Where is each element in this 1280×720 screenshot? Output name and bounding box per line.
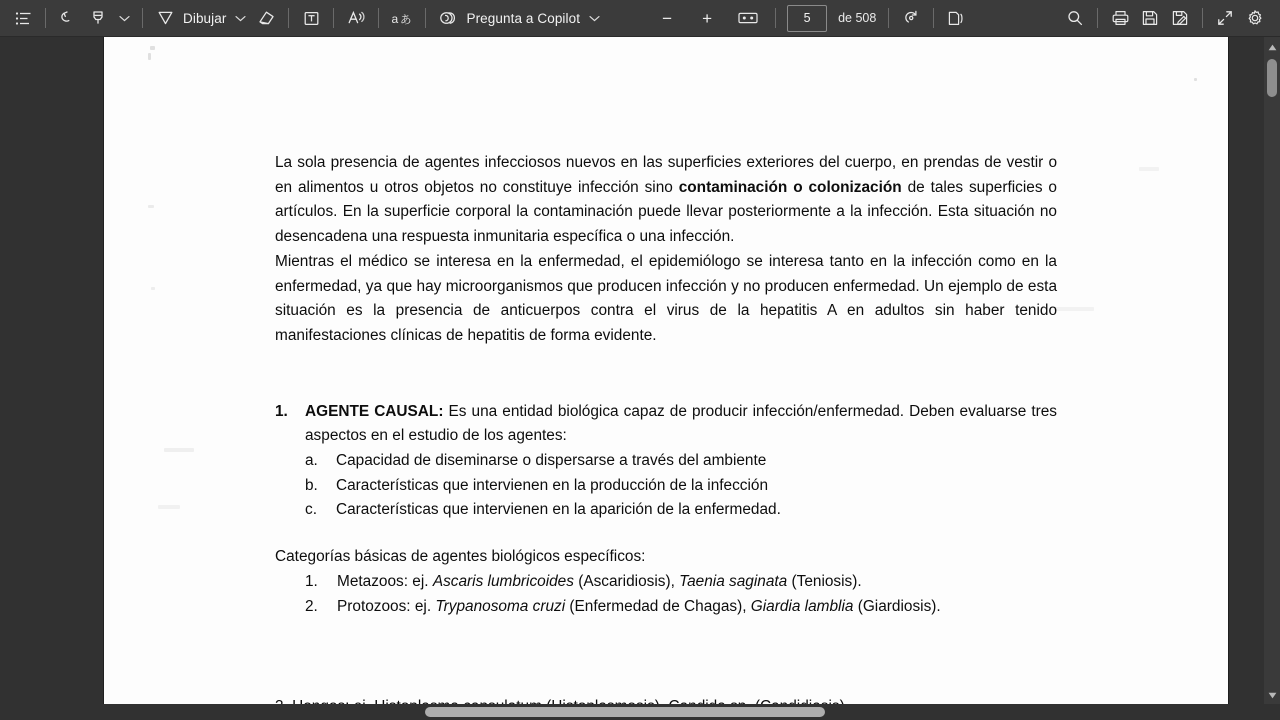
toolbar-left-group bbox=[0, 3, 605, 33]
translate-button[interactable] bbox=[386, 3, 418, 33]
print-button[interactable] bbox=[1105, 3, 1135, 33]
toolbar-right-group bbox=[1060, 3, 1280, 33]
toolbar-divider bbox=[333, 8, 334, 28]
category-lead: Protozoos: ej. bbox=[337, 597, 436, 615]
draw-tool-label: Dibujar bbox=[183, 10, 227, 26]
spacer bbox=[275, 523, 1057, 545]
paragraph-1-part-1: La sola presencia de agentes infecciosos nuevos en las superficies exteriores del cuerpo, en prendas de vestir o en alimentos u otros objetos no constituye infección sino bbox=[275, 154, 1057, 196]
save-as-icon bbox=[1171, 9, 1189, 27]
toolbar-divider bbox=[45, 8, 46, 28]
highlighter-button[interactable] bbox=[83, 3, 113, 33]
scan-speckle bbox=[1194, 78, 1197, 81]
list-item-title: AGENTE CAUSAL: bbox=[305, 402, 444, 420]
read-aloud-icon bbox=[347, 9, 366, 27]
rotate-icon bbox=[902, 9, 920, 27]
search-icon bbox=[1066, 9, 1084, 27]
zoom-out-button[interactable]: − bbox=[662, 8, 673, 28]
species-name: Taenia saginata bbox=[679, 572, 788, 590]
draw-options-chevron[interactable] bbox=[229, 4, 251, 32]
scan-speckle bbox=[158, 505, 180, 509]
vertical-scrollbar[interactable] bbox=[1264, 37, 1280, 704]
list-marker: 1. bbox=[275, 402, 288, 420]
pdf-viewer-toolbar bbox=[0, 0, 1280, 37]
category-marker: 1. bbox=[305, 572, 318, 590]
sub-list-marker: c. bbox=[305, 501, 317, 519]
copilot-icon bbox=[438, 9, 458, 27]
category-item bbox=[305, 595, 1057, 620]
toolbar-divider bbox=[1097, 8, 1098, 28]
copilot-label: Pregunta a Copilot bbox=[466, 10, 581, 26]
svg-text:あ: あ bbox=[400, 12, 412, 26]
list-item-text: Es una entidad biológica capaz de producir infección/enfermedad. Deben evaluarse tres aspectos en el estudio de los agentes: bbox=[305, 402, 1057, 445]
toolbar-divider bbox=[775, 8, 776, 28]
category-text bbox=[337, 570, 1057, 595]
eraser-button[interactable] bbox=[251, 3, 281, 33]
translate-icon bbox=[391, 10, 413, 27]
fit-page-icon bbox=[738, 11, 758, 25]
highlighter-options-chevron[interactable] bbox=[113, 4, 135, 32]
scan-speckle bbox=[1054, 307, 1094, 311]
toolbar-divider bbox=[1202, 8, 1203, 28]
document-page bbox=[104, 37, 1228, 720]
toolbar-zoom-page-group bbox=[653, 3, 971, 33]
sub-list-item bbox=[305, 474, 1057, 499]
pen-draw-icon bbox=[156, 9, 175, 27]
sub-list-marker: b. bbox=[305, 476, 318, 494]
species-name: Giardia lamblia bbox=[750, 597, 854, 615]
save-icon bbox=[1141, 9, 1159, 27]
category-marker: 2. bbox=[305, 597, 318, 615]
page-view-icon bbox=[947, 10, 965, 27]
highlighter-icon bbox=[89, 9, 107, 27]
category-text bbox=[337, 595, 1057, 620]
list-outline-icon bbox=[15, 11, 32, 26]
scan-speckle bbox=[164, 448, 194, 452]
scan-speckle bbox=[150, 46, 155, 50]
category-tail: (Giardiosis). bbox=[853, 597, 941, 615]
copilot-button[interactable] bbox=[433, 3, 463, 33]
scan-speckle bbox=[148, 205, 154, 208]
vertical-scrollbar-thumb[interactable] bbox=[1267, 59, 1277, 97]
page-total-label: de 508 bbox=[838, 11, 877, 25]
toolbar-divider bbox=[288, 8, 289, 28]
paragraph-1 bbox=[275, 151, 1057, 250]
category-mid: (Ascaridiosis), bbox=[573, 572, 680, 590]
toolbar-divider bbox=[378, 8, 379, 28]
page-number-input[interactable]: 5 bbox=[787, 5, 827, 32]
spacer bbox=[275, 349, 1057, 400]
draw-tool-button[interactable] bbox=[150, 3, 180, 33]
outline-toggle-button[interactable] bbox=[8, 3, 38, 33]
list-item-agente-causal bbox=[275, 400, 1057, 449]
sub-list bbox=[305, 449, 1057, 523]
sub-list-marker: a. bbox=[305, 452, 318, 470]
scroll-down-button[interactable] bbox=[1264, 688, 1280, 702]
gear-icon bbox=[1246, 9, 1264, 27]
save-as-button[interactable] bbox=[1165, 3, 1195, 33]
search-button[interactable] bbox=[1060, 3, 1090, 33]
toolbar-divider bbox=[888, 8, 889, 28]
toolbar-divider bbox=[425, 8, 426, 28]
paragraph-2: Mientras el médico se interesa en la enfermedad, el epidemiólogo se interesa tanto en la infección como en la enfermedad, ya que hay microorganismos que producen infección y no producen enfermedad. Un ejemplo de esta situación es la presencia de anticuerpos contra el virus de la hepatitis A en adultos sin haber tenido manifestaciones clínicas de hepatitis de forma evidente. bbox=[275, 252, 1057, 344]
read-aloud-button[interactable] bbox=[341, 3, 371, 33]
species-name: Trypanosoma cruzi bbox=[435, 597, 566, 615]
toolbar-divider bbox=[142, 8, 143, 28]
categories-heading: Categorías básicas de agentes biológicos específicos: bbox=[275, 548, 646, 566]
scroll-up-button[interactable] bbox=[1264, 40, 1280, 54]
scroll-up-arrow-icon bbox=[1268, 38, 1277, 56]
category-lead: Metazoos: ej. bbox=[337, 572, 433, 590]
add-text-button[interactable] bbox=[296, 3, 326, 33]
chevron-down-icon bbox=[235, 9, 246, 27]
undo-button[interactable] bbox=[53, 3, 83, 33]
fullscreen-button[interactable] bbox=[1210, 3, 1240, 33]
text-box-icon bbox=[303, 10, 320, 27]
scroll-down-arrow-icon bbox=[1268, 686, 1277, 704]
print-icon bbox=[1111, 9, 1130, 27]
settings-button[interactable] bbox=[1240, 3, 1270, 33]
sub-list-text: Capacidad de diseminarse o dispersarse a través del ambiente bbox=[336, 452, 767, 470]
sub-list-item bbox=[305, 449, 1057, 474]
category-mid: (Enfermedad de Chagas), bbox=[565, 597, 751, 615]
scan-speckle bbox=[1139, 167, 1159, 171]
species-name: Ascaris lumbricoides bbox=[432, 572, 574, 590]
document-text-body bbox=[275, 151, 1057, 619]
horizontal-scrollbar-thumb[interactable] bbox=[425, 707, 825, 717]
pdf-viewer-area[interactable] bbox=[0, 37, 1280, 720]
eraser-icon bbox=[257, 9, 276, 27]
page-view-button[interactable] bbox=[941, 3, 971, 33]
copilot-options-chevron[interactable] bbox=[583, 4, 605, 32]
categories-list bbox=[305, 570, 1057, 619]
category-item bbox=[305, 570, 1057, 595]
horizontal-scrollbar[interactable] bbox=[0, 704, 1280, 720]
svg-text:a: a bbox=[391, 11, 399, 26]
toolbar-divider bbox=[933, 8, 934, 28]
scan-speckle bbox=[148, 53, 151, 60]
undo-icon bbox=[59, 9, 77, 27]
category-tail: (Teniosis). bbox=[787, 572, 862, 590]
chevron-down-icon bbox=[589, 9, 600, 27]
zoom-in-button[interactable]: + bbox=[702, 8, 713, 28]
sub-list-text: Características que intervienen en la producción de la infección bbox=[336, 476, 769, 494]
scan-speckle bbox=[151, 287, 155, 290]
fit-page-button[interactable] bbox=[733, 3, 763, 33]
fullscreen-icon bbox=[1216, 9, 1234, 27]
sub-list-text: Características que intervienen en la aparición de la enfermedad. bbox=[336, 501, 781, 519]
list-item-body bbox=[305, 400, 1057, 449]
save-button[interactable] bbox=[1135, 3, 1165, 33]
chevron-down-icon bbox=[119, 9, 130, 27]
rotate-button[interactable] bbox=[896, 3, 926, 33]
paragraph-1-part-2: de tales superficies o artículos. En la superficie corporal la contaminación puede llevar posteriormente a la infección. Esta situación no desencadena una respuesta inmunitaria específica o una infección. bbox=[275, 178, 1057, 246]
sub-list-item bbox=[305, 498, 1057, 523]
paragraph-1-bold-term: contaminación o colonización bbox=[678, 178, 902, 196]
